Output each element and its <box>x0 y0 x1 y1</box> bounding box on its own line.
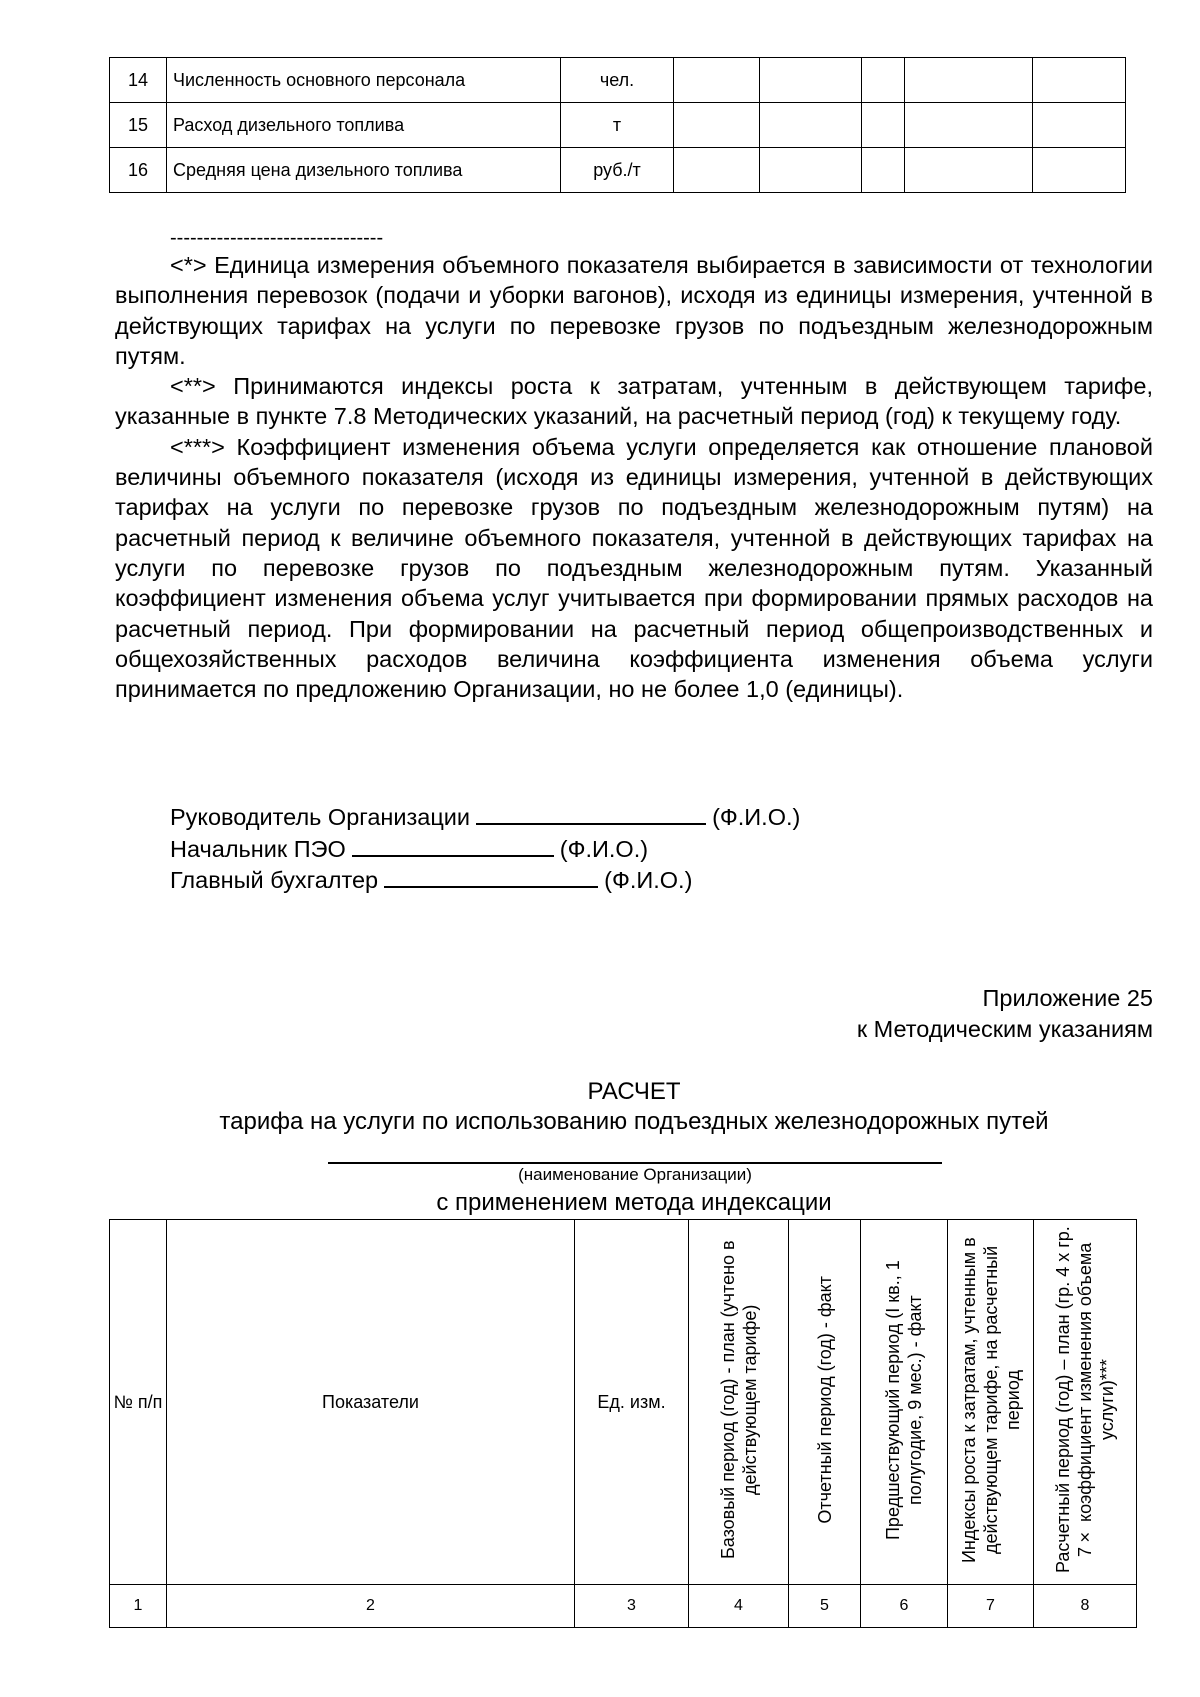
signature-head <box>170 801 800 833</box>
org-name-line <box>328 1162 942 1164</box>
method-subtitle: с применением метода индексации <box>436 1189 832 1216</box>
row-name: Расход дизельного топлива <box>167 103 561 148</box>
column-number: 7 <box>948 1585 1034 1628</box>
org-name-caption: (наименование Организации) <box>518 1165 752 1184</box>
signature-accountant-label: Главный бухгалтер <box>170 867 379 893</box>
column-number: 6 <box>861 1585 948 1628</box>
header-base-period <box>689 1220 789 1585</box>
signatures <box>170 801 800 896</box>
empty-cell <box>674 103 760 148</box>
footnote-separator: -------------------------------- <box>170 227 384 249</box>
header-indicators: Показатели <box>167 1220 575 1585</box>
header-number: № п/п <box>110 1220 167 1585</box>
table-row <box>110 148 1126 193</box>
empty-cell <box>905 103 1033 148</box>
signature-fio: (Ф.И.О.) <box>712 804 801 830</box>
signature-peo <box>170 833 800 865</box>
empty-cell <box>674 58 760 103</box>
empty-cell <box>1033 103 1126 148</box>
signature-head-label: Руководитель Организации <box>170 804 471 830</box>
signature-line <box>384 864 598 888</box>
table-header-row <box>110 1220 1137 1585</box>
header-growth-index-text: Индексы роста к затратам, учтенным в действующем тарифе, на расчетный период <box>958 1236 1023 1563</box>
footnote-3: <***> Коэффициент изменения объема услуги определяется как отношение плановой величины объемного показателя (исходя из единицы измерения, учтенной в действующих тарифах на услуги по перевозке грузов по подъездным железнодорожным путям) на расчетный период к величине объемного показателя, учтенной в действующих тарифах на услуги по перевозке грузов по подъездным железнодорожным путям. Указанный коэффициент изменения объема услуг учитывается при формировании прямых расходов на расчетный период. При формировании на расчетный период общепроизводственных и общехозяйственных расходов величина коэффициента изменения объема услуги принимается по предложению Организации, но не более 1,0 (единицы). <box>115 433 1153 703</box>
row-name: Численность основного персонала <box>167 58 561 103</box>
empty-cell <box>905 148 1033 193</box>
empty-cell <box>862 148 905 193</box>
header-calc-period-text: Расчетный период (год) – план (гр. 4 х гр. 7× коэффициент изменения объема услуги)*** <box>1053 1226 1117 1573</box>
row-number: 14 <box>110 58 167 103</box>
calc-table <box>109 1219 1137 1628</box>
calc-subtitle: тарифа на услуги по использованию подъездных железнодорожных путей <box>219 1108 1049 1135</box>
row-unit: руб./т <box>561 148 674 193</box>
header-unit: Ед. изм. <box>575 1220 689 1585</box>
signature-line <box>352 833 554 857</box>
signature-fio: (Ф.И.О.) <box>559 835 649 862</box>
footnote-2: <**> Принимаются индексы роста к затратам, учтенным в действующем тарифе, указанные в пункте 7.8 Методических указаний, на расчетный период (год) к текущему году. <box>115 373 1153 430</box>
appendix-reference: к Методическим указаниям <box>856 1015 1153 1042</box>
row-unit: чел. <box>561 58 674 103</box>
appendix-heading <box>857 983 1153 1044</box>
row-unit: т <box>561 103 674 148</box>
empty-cell <box>1033 58 1126 103</box>
header-growth-index <box>948 1220 1034 1585</box>
signature-peo-label: Начальник ПЭО <box>170 835 346 862</box>
signature-accountant <box>170 864 800 896</box>
header-calc-period <box>1034 1220 1137 1585</box>
row-number: 15 <box>110 103 167 148</box>
empty-cell <box>862 103 905 148</box>
column-number: 3 <box>575 1585 689 1628</box>
empty-cell <box>1033 148 1126 193</box>
empty-cell <box>905 58 1033 103</box>
signature-line <box>476 801 706 825</box>
column-number: 4 <box>689 1585 789 1628</box>
appendix-number: Приложение 25 <box>982 985 1153 1011</box>
table-row <box>110 58 1126 103</box>
column-number: 5 <box>789 1585 861 1628</box>
column-number: 8 <box>1034 1585 1137 1628</box>
signature-fio: (Ф.И.О.) <box>604 867 693 893</box>
footnotes <box>115 226 1153 704</box>
column-number: 1 <box>110 1585 167 1628</box>
column-numbers-row <box>110 1585 1137 1628</box>
top-table <box>109 57 1126 193</box>
empty-cell <box>760 103 862 148</box>
table-row <box>110 103 1126 148</box>
calc-title-main: РАСЧЕТ <box>587 1078 681 1105</box>
empty-cell <box>760 148 862 193</box>
header-base-period-text: Базовый период (год) - план (учтено в действующем тарифе) <box>717 1240 760 1559</box>
row-number: 16 <box>110 148 167 193</box>
empty-cell <box>674 148 760 193</box>
column-number: 2 <box>167 1585 575 1628</box>
header-previous-period-text: Предшествующий период (I кв., 1 полугодие, 9 мес.) - факт <box>883 1259 925 1540</box>
footnote-1: <*> Единица измерения объемного показателя выбирается в зависимости от технологии выполнения перевозок (подачи и уборки вагонов), исходя из единицы измерения, учтенной в действующих тарифах на услуги по перевозке грузов по подъездным железнодорожным путям. <box>115 252 1153 369</box>
header-report-period <box>789 1220 861 1585</box>
header-previous-period <box>861 1220 948 1585</box>
empty-cell <box>760 58 862 103</box>
row-name: Средняя цена дизельного топлива <box>167 148 561 193</box>
empty-cell <box>862 58 905 103</box>
calc-title <box>0 1077 1200 1137</box>
header-report-period-text: Отчетный период (год) - факт <box>814 1275 835 1524</box>
